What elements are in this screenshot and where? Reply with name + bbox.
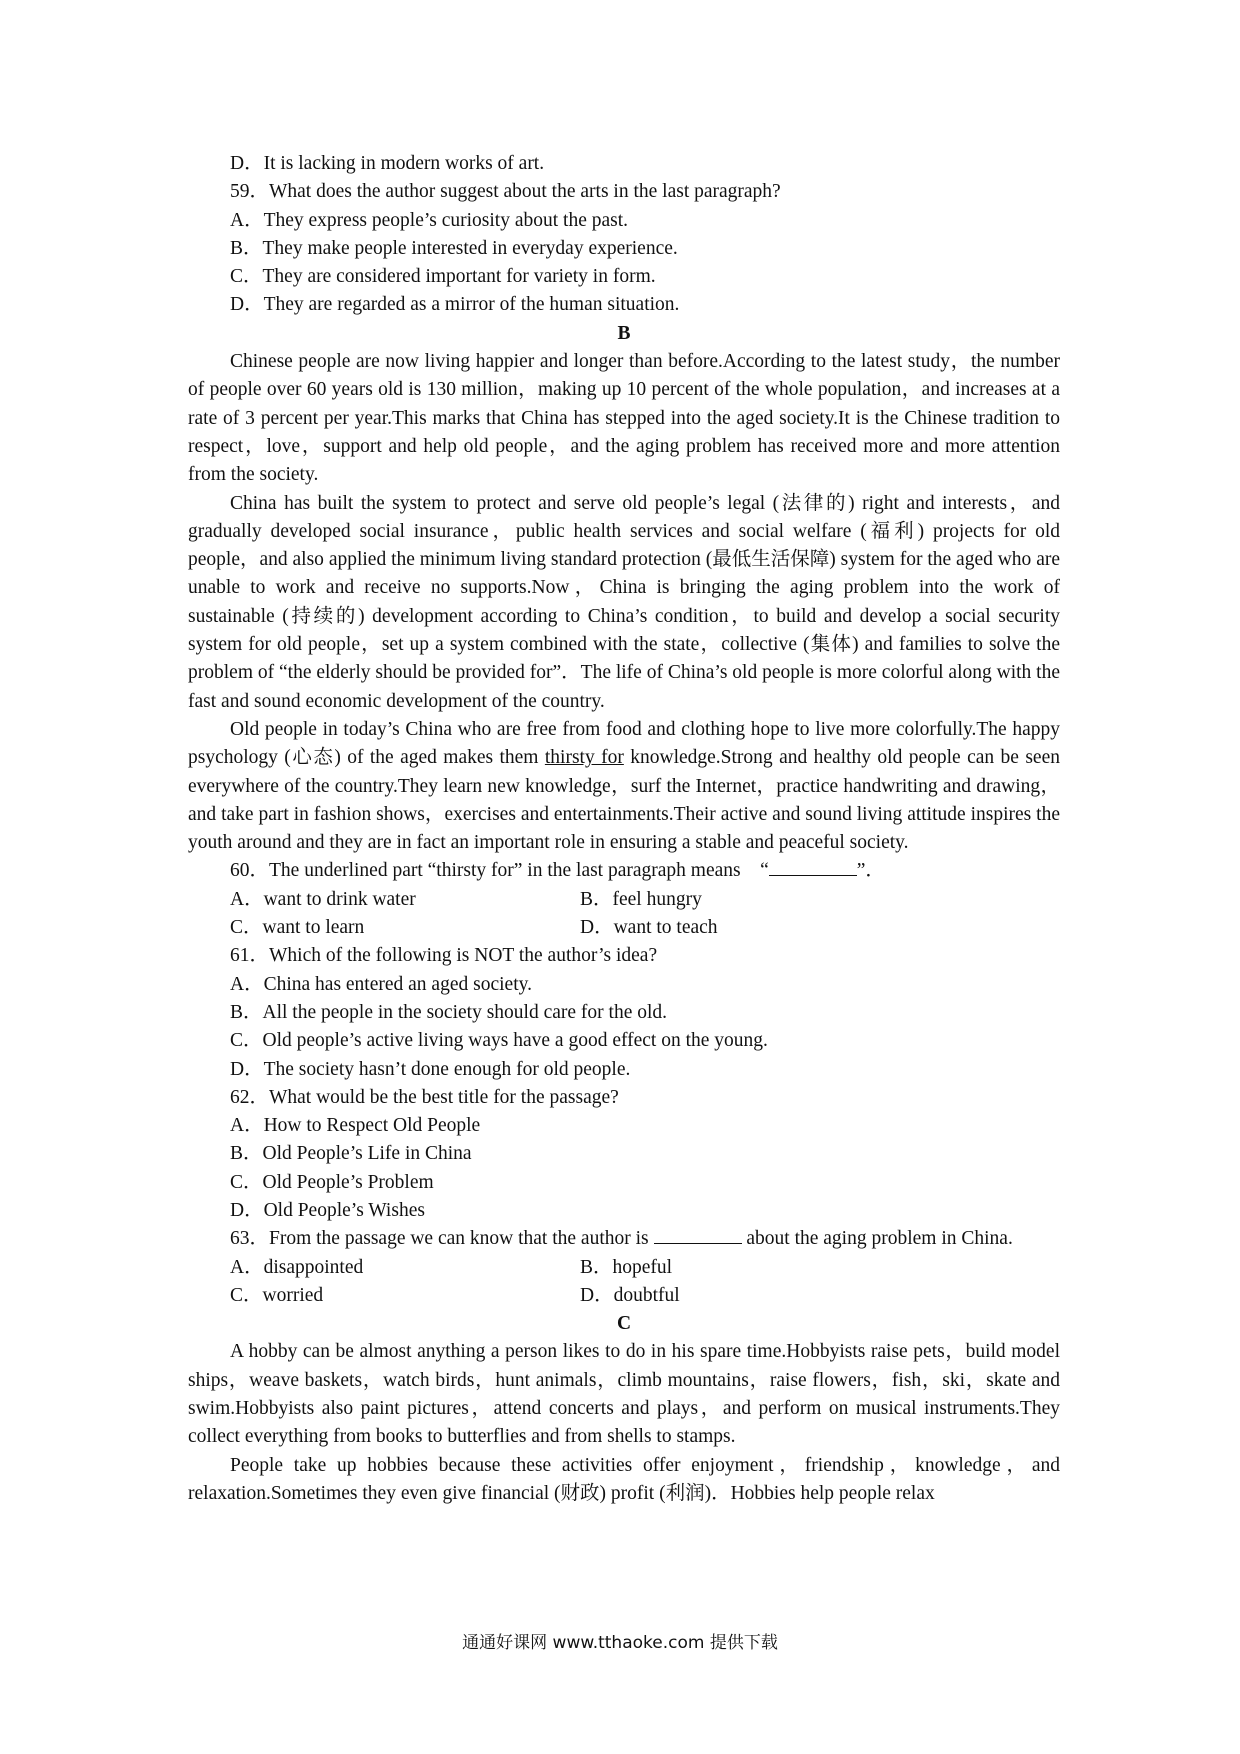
q61-option-c: C．Old people’s active living ways have a good effect on the young.	[230, 1030, 768, 1052]
q59-stem: 59．What does the author suggest about the arts in the last paragraph?	[230, 181, 781, 203]
answer-blank	[654, 1225, 742, 1244]
q60-options-row-2	[188, 914, 1060, 942]
q63-options-row-2	[188, 1282, 1060, 1310]
q63-stem-before: 63．From the passage we can know that the author is	[230, 1228, 654, 1250]
q63-option-d: D．doubtful	[580, 1284, 680, 1306]
q63-stem	[188, 1225, 1060, 1253]
q58-option-d: D．It is lacking in modern works of art.	[230, 153, 545, 174]
q59-option-b: B．They make people interested in everyday experience.	[230, 237, 678, 259]
q60-stem-after: ”．	[856, 860, 885, 882]
section-b-paragraph-2: China has built the system to protect and serve old people’s legal (法律的) right and interests，and gradually developed social insurance，public health services and social welfare (福利) projects for old people，and also applied the minimum living standard protection (最低生活保障) system for the aged who are unable to work and receive no supports.Now，China is bringing the aging problem into the work of sustainable (持续的) development according to China’s condition，to build and develop a social security system for old people，set up a system combined with the state，collective (集体) and families to solve the problem of “the elderly should be provided for”．The life of China’s old people is more colorful along with the fast and sound economic development of the country.	[188, 492, 1060, 712]
section-b-paragraph-1: Chinese people are now living happier and longer than before.According to the latest study，the number of people over 60 years old is 130 million，making up 10 percent of the whole population，and increases at a rate of 3 percent per year.This marks that China has stepped into the aged society.It is the Chinese tradition to respect，love，support and help old people，and the aging problem has received more and more attention from the society.	[188, 351, 1060, 486]
section-b-paragraph-3	[188, 716, 1060, 857]
paragraph-3-text-before: Old people in today’s China who are free from food and clothing hope to live more colorfully.The happy psychology (心态) of the aged makes them	[188, 718, 1060, 769]
q62-option-c: C．Old People’s Problem	[230, 1171, 434, 1193]
footer-source-note: 通通好课网 www.tthaoke.com 提供下载	[462, 1633, 778, 1653]
underlined-phrase: thirsty for	[544, 747, 624, 769]
exam-content	[188, 150, 1060, 1508]
q61-stem: 61．Which of the following is NOT the author’s idea?	[230, 945, 658, 967]
q61-option-d: D．The society hasn’t done enough for old people.	[230, 1058, 631, 1080]
section-c-paragraph-1: A hobby can be almost anything a person likes to do in his spare time.Hobbyists raise pets，build model ships，weave baskets，watch birds，hunt animals，climb mountains，raise flowers，fish，ski，skate and swim.Hobbyists also paint pictures，attend concerts and plays，and perform on musical instruments.They collect everything from books to butterflies and from shells to stamps.	[188, 1341, 1060, 1448]
q60-stem	[188, 857, 1060, 885]
q60-option-b: B．feel hungry	[580, 888, 702, 910]
q63-stem-after: about the aging problem in China.	[741, 1228, 1013, 1250]
q62-option-a: A．How to Respect Old People	[230, 1115, 481, 1137]
q62-stem: 62．What would be the best title for the passage?	[230, 1086, 619, 1108]
q60-option-d: D．want to teach	[580, 917, 718, 939]
section-b-heading: B	[617, 322, 631, 344]
q59-option-c: C．They are considered important for variety in form.	[230, 266, 656, 288]
q61-option-b: B．All the people in the society should care for the old.	[230, 1001, 668, 1023]
section-c-heading: C	[616, 1313, 632, 1335]
q61-option-a: A．China has entered an aged society.	[230, 973, 532, 995]
q63-option-c: C．worried	[230, 1284, 324, 1306]
q63-options-row-1	[188, 1254, 1060, 1282]
q60-stem-before: 60．The underlined part “thirsty for” in the last paragraph means “	[230, 860, 769, 882]
q63-option-b: B．hopeful	[580, 1256, 673, 1278]
q60-options-row-1	[188, 886, 1060, 914]
paragraph-3-text-after: knowledge.Strong and healthy old people can be seen everywhere of the country.They learn new knowledge，surf the Internet，practice handwriting and drawing，and take part in fashion shows，exercises and entertainments.Their active and sound living attitude inspires the youth around and they are in fact an important role in ensuring a stable and peaceful society.	[188, 747, 1060, 854]
q62-option-b: B．Old People’s Life in China	[230, 1143, 472, 1165]
q60-option-c: C．want to learn	[230, 917, 365, 939]
q59-option-d: D．They are regarded as a mirror of the human situation.	[230, 294, 680, 316]
q59-option-a: A．They express people’s curiosity about the past.	[230, 209, 629, 231]
answer-blank	[769, 857, 857, 876]
q63-option-a: A．disappointed	[230, 1256, 364, 1278]
q60-option-a: A．want to drink water	[230, 888, 416, 910]
section-c-paragraph-2: People take up hobbies because these activities offer enjoyment，friendship，knowledge，and relaxation.Sometimes they even give financial (财政) profit (利润)．Hobbies help people relax	[188, 1454, 1060, 1504]
q62-option-d: D．Old People’s Wishes	[230, 1199, 425, 1221]
